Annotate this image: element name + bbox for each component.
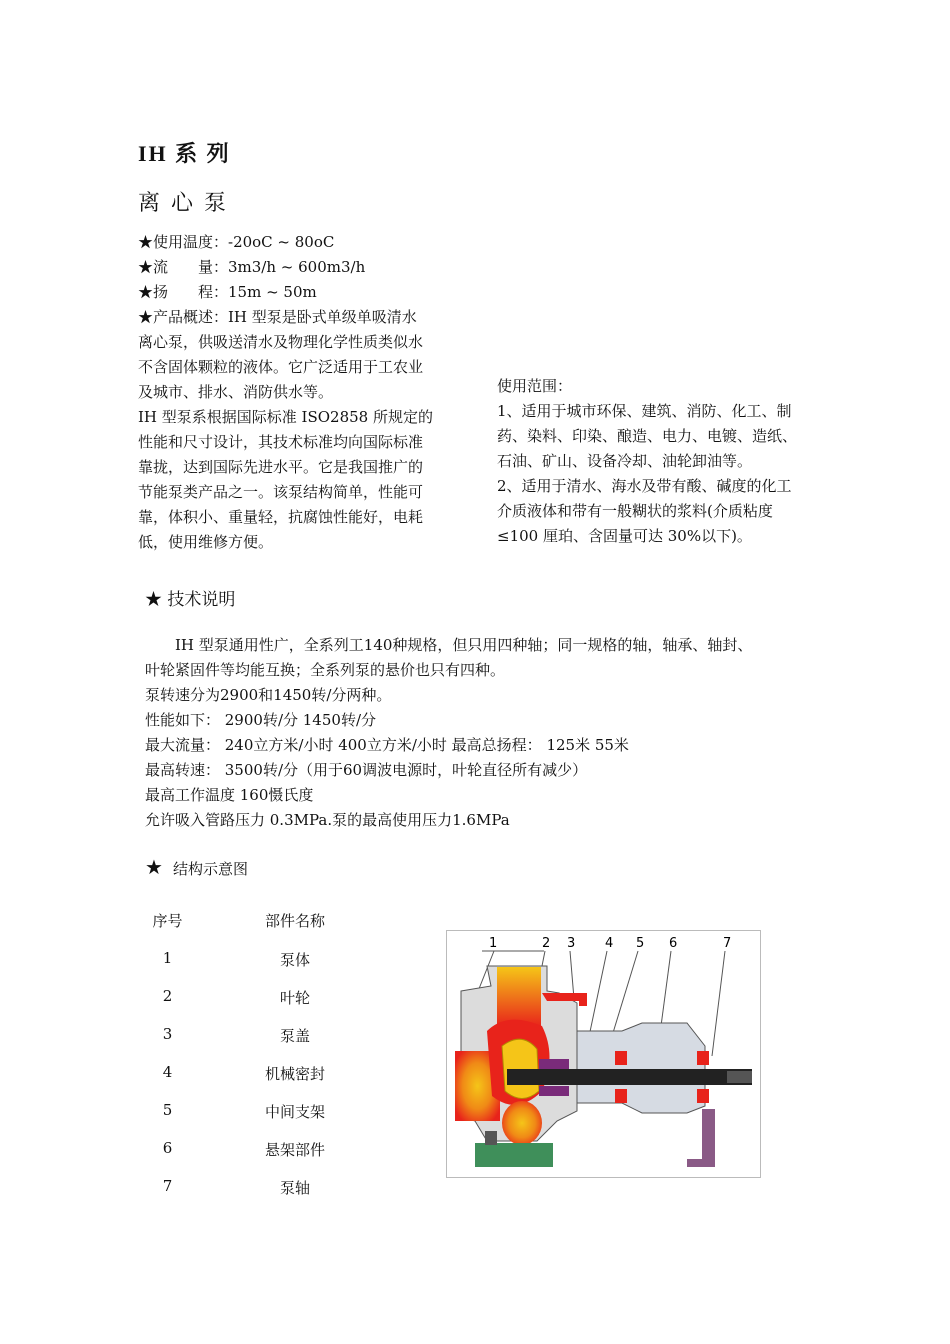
usage-line: 药、染料、印染、酿造、电力、电镀、造纸、 <box>497 427 798 445</box>
usage-line: 介质液体和带有一般糊状的浆料(介质粘度 <box>497 502 773 520</box>
overview-text <box>138 305 456 555</box>
overview-line: 性能和尺寸设计，其技术标准均向国际标准 <box>138 433 424 451</box>
overview-line: 及城市、排水、消防供水等。 <box>138 383 334 401</box>
callout-2: 2 <box>542 936 551 951</box>
overview-line: 低，使用维修方便。 <box>138 533 274 551</box>
tech-line: IH 型泵通用性广，全系列工140种规格，但只用四种轴；同一规格的轴，轴承、轴封、 <box>175 636 753 654</box>
tech-line: 泵转速分为2900和1450转/分两种。 <box>145 686 392 704</box>
usage-line: 2、适用于清水、海水及带有酸、碱度的化工 <box>497 477 792 495</box>
spec-head: ★扬 程：15m ~ 50m <box>138 283 317 301</box>
callout-3: 3 <box>567 936 576 951</box>
overview-line: 离心泵，供吸送清水及物理化学性质类似水 <box>138 333 424 351</box>
product-title: 离 心 泵 <box>138 191 228 216</box>
series-title: IH 系 列 <box>138 141 231 166</box>
usage-heading: 使用范围： <box>497 377 573 395</box>
usage-line: 石油、矿山、设备冷却、油轮卸油等。 <box>497 452 753 470</box>
usage-line: 1、适用于城市环保、建筑、消防、化工、制 <box>497 402 792 420</box>
overview-line: 不含固体颗粒的液体。它广泛适用于工农业 <box>138 358 424 376</box>
overview-line: ★产品概述：IH 型泵是卧式单级单吸清水 <box>138 308 417 326</box>
col-name-header: 部件名称 <box>264 912 325 930</box>
overview-line: IH 型泵系根据国际标准 ISO2858 所规定的 <box>138 408 433 426</box>
tech-line: 叶轮紧固件等均能互换；全系列泵的悬价也只有四种。 <box>145 661 506 679</box>
callout-7: 7 <box>723 936 732 951</box>
structure-heading: ★ 结构示意图 <box>145 855 248 879</box>
callout-1: 1 <box>489 936 498 951</box>
spec-flow: ★流 量：3m3/h ~ 600m3/h <box>138 258 366 276</box>
spec-temperature: ★使用温度：-20oC ~ 80oC <box>138 233 335 251</box>
col-no-header: 序号 <box>152 912 183 930</box>
tech-line: 最大流量： 240立方米/小时 400立方米/小时 最高总扬程： 125米 55米 <box>145 736 629 754</box>
table-row: 5 中间支架 <box>162 1101 325 1121</box>
tech-line: 性能如下： 2900转/分 1450转/分 <box>145 711 376 729</box>
spec-list <box>138 230 458 305</box>
table-row: 7 泵轴 <box>162 1177 310 1197</box>
tech-line: 允许吸入管路压力 0.3MPa.泵的最高使用压力1.6MPa <box>145 811 510 829</box>
parts-table <box>140 910 360 1200</box>
table-row: 2 叶轮 <box>162 987 310 1007</box>
table-row: 1 泵体 <box>162 949 310 969</box>
usage-line: ≤100 厘珀、含固量可达 30%以下)。 <box>497 527 752 545</box>
table-row: 4 机械密封 <box>162 1063 325 1083</box>
callout-4: 4 <box>605 936 614 951</box>
usage-text <box>497 374 827 549</box>
callout-6: 6 <box>669 936 678 951</box>
table-row: 6 悬架部件 <box>162 1139 325 1159</box>
tech-heading: ★ 技术说明 <box>145 590 236 610</box>
callout-5: 5 <box>636 936 645 951</box>
tech-line: 最高工作温度 160慑氏度 <box>145 786 314 804</box>
tech-line: 最高转速： 3500转/分（用于60调波电源时，叶轮直径所有减少） <box>145 761 588 779</box>
overview-line: 节能泵类产品之一。该泵结构简单，性能可 <box>138 483 424 501</box>
overview-line: 靠，体积小、重量轻，抗腐蚀性能好，电耗 <box>138 508 424 526</box>
table-header <box>140 910 360 934</box>
star-icon: ★ <box>145 855 163 879</box>
tech-text <box>145 633 825 833</box>
pump-diagram <box>446 930 761 1178</box>
table-row: 3 泵盖 <box>162 1025 310 1045</box>
overview-line: 靠拢，达到国际先进水平。它是我国推广的 <box>138 458 424 476</box>
pump-cross-section <box>447 931 760 1177</box>
